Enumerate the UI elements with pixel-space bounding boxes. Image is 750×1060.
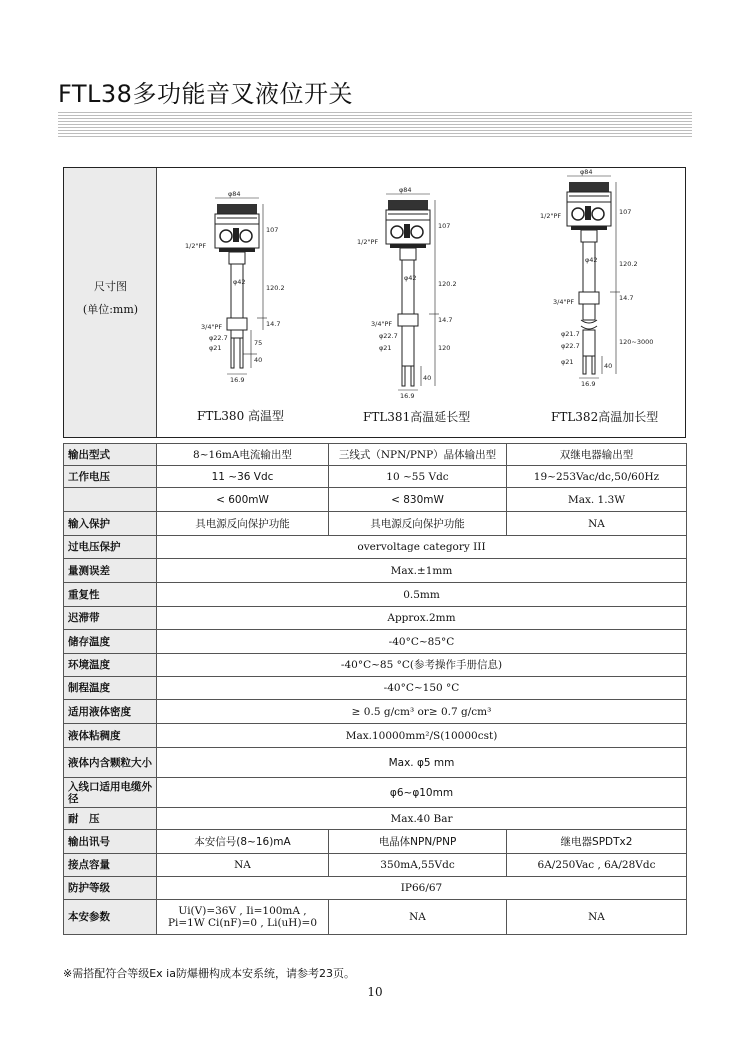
spec-value: Max.40 Bar	[157, 808, 687, 830]
footnote: ※需搭配符合等级Ex ia防爆栅构成本安系统，请参考23页。	[63, 967, 355, 980]
ftl382-caption: FTL382高温加长型	[551, 410, 659, 424]
spec-value: Max.±1mm	[157, 559, 687, 583]
ftl382-drawing	[540, 168, 653, 388]
spec-value: ≥ 0.5 g/cm³ or≥ 0.7 g/cm³	[157, 700, 687, 724]
spec-value: 具电源反向保护功能	[157, 512, 329, 536]
spec-label: 接点容量	[64, 854, 157, 877]
spec-row	[64, 877, 687, 900]
ftl380-dim-label: 16.9	[230, 376, 245, 384]
ftl380-dim-label: 1/2"PF	[185, 242, 207, 250]
ftl380-process-connection	[227, 318, 247, 330]
spec-value: 本安信号(8~16)mA	[157, 830, 329, 854]
ftl382-extension-pipe	[583, 242, 595, 292]
ftl380-dim-label: 3/4"PF	[201, 323, 223, 331]
spec-value: -40°C~150 °C	[157, 677, 687, 700]
spec-value: < 830mW	[329, 488, 507, 512]
spec-label: 输出型式	[64, 444, 157, 466]
ftl380-dim-label: φ42	[233, 278, 246, 286]
ftl380-dim-label: 14.7	[266, 320, 281, 328]
ftl380-dim-label: 120.2	[266, 284, 285, 292]
spec-label: 适用液体密度	[64, 700, 157, 724]
spec-value: NA	[157, 854, 329, 877]
title-stripe-band	[58, 112, 692, 138]
spec-label: 环境温度	[64, 654, 157, 677]
spec-label: 液体粘稠度	[64, 724, 157, 748]
spec-row	[64, 488, 687, 512]
ftl380-dim-label: 75	[254, 339, 263, 347]
spec-row	[64, 778, 687, 808]
spec-value: 双继电器输出型	[507, 444, 687, 466]
page-number: 10	[367, 985, 383, 999]
ftl382-dim-label: 120.2	[619, 260, 638, 268]
spec-value: -40°C~85 °C(参考操作手册信息)	[157, 654, 687, 677]
spec-value: 6A/250Vac , 6A/28Vdc	[507, 854, 687, 877]
spec-value: overvoltage category III	[157, 536, 687, 559]
specification-table-body	[64, 444, 687, 935]
spec-label: 耐 压	[64, 808, 157, 830]
ftl381-caption: FTL381高温延长型	[363, 410, 471, 424]
ftl381-dim-label: 16.9	[400, 392, 415, 400]
spec-row	[64, 677, 687, 700]
spec-value: NA	[507, 900, 687, 935]
ftl381-dim-label: φ42	[404, 274, 417, 282]
ftl381-dim-label: 120	[438, 344, 451, 352]
spec-row	[64, 444, 687, 466]
dimension-drawing-label: 尺寸图	[94, 280, 127, 293]
spec-value: 继电器SPDTx2	[507, 830, 687, 854]
ftl382-dim-label: 40	[604, 362, 613, 370]
ftl380-dim-label: φ21	[209, 344, 222, 352]
ftl380-housing-cap	[217, 204, 257, 214]
spec-value: 具电源反向保护功能	[329, 512, 507, 536]
spec-row	[64, 583, 687, 607]
spec-row	[64, 536, 687, 559]
ftl382-dim-label: φ21	[561, 358, 574, 366]
spec-row	[64, 654, 687, 677]
spec-row	[64, 900, 687, 935]
ftl381-extension-pipe	[402, 260, 414, 314]
ftl380-dim-label: φ22.7	[209, 334, 228, 342]
spec-row	[64, 700, 687, 724]
spec-value: 19~253Vac/dc,50/60Hz	[507, 466, 687, 488]
spec-value: 0.5mm	[157, 583, 687, 607]
ftl381-dim-label: 3/4"PF	[371, 320, 393, 328]
spec-label: 工作电压	[64, 466, 157, 488]
spec-value: Max. φ5 mm	[157, 748, 687, 778]
spec-label: 迟滞带	[64, 607, 157, 630]
spec-value: IP66/67	[157, 877, 687, 900]
spec-value: φ6~φ10mm	[157, 778, 687, 808]
spec-label	[64, 488, 157, 512]
spec-label: 过电压保护	[64, 536, 157, 559]
dimension-drawing-label-cell	[64, 168, 157, 437]
ftl381-dim-label: φ21	[379, 344, 392, 352]
spec-value: < 600mW	[157, 488, 329, 512]
ftl380-dim-label: φ84	[228, 190, 241, 198]
spec-row	[64, 724, 687, 748]
spec-value: 10 ~55 Vdc	[329, 466, 507, 488]
ftl382-dim-label: 16.9	[581, 380, 596, 388]
spec-row	[64, 512, 687, 536]
ftl381-dim-label: 107	[438, 222, 451, 230]
spec-row	[64, 630, 687, 654]
specification-table	[63, 443, 687, 935]
ftl382-dim-label: 1/2"PF	[540, 212, 562, 220]
spec-label: 输出讯号	[64, 830, 157, 854]
ftl381-dim-label: φ84	[399, 186, 412, 194]
page-title: FTL38多功能音叉液位开关	[58, 80, 353, 108]
spec-value: Ui(V)=36V , Ii=100mA , Pi=1W Ci(nF)=0 , Li(uH)=0	[157, 900, 329, 935]
spec-value: Max.10000mm²/S(10000cst)	[157, 724, 687, 748]
spec-row	[64, 830, 687, 854]
dimension-drawing-panel	[63, 167, 686, 438]
spec-label: 入线口适用电缆外径	[64, 778, 157, 808]
ftl380-fork-tine	[240, 338, 243, 368]
spec-label: 输入保护	[64, 512, 157, 536]
spec-label: 防护等级	[64, 877, 157, 900]
spec-value: Max. 1.3W	[507, 488, 687, 512]
spec-row	[64, 466, 687, 488]
ftl381-dim-label: 120.2	[438, 280, 457, 288]
ftl382-dim-label: 107	[619, 208, 632, 216]
ftl382-dim-label: φ84	[580, 168, 593, 176]
spec-row	[64, 854, 687, 877]
dimension-drawings	[157, 168, 685, 437]
ftl380-drawing	[185, 190, 285, 384]
ftl382-dim-label: 120~3000	[619, 338, 654, 346]
spec-value: 350mA,55Vdc	[329, 854, 507, 877]
spec-value: 8~16mA电流输出型	[157, 444, 329, 466]
ftl381-process-connection	[398, 314, 418, 326]
dimension-drawings-svg	[157, 168, 687, 436]
spec-value: 三线式（NPN/PNP）晶体输出型	[329, 444, 507, 466]
spec-value: -40°C~85°C	[157, 630, 687, 654]
spec-label: 储存温度	[64, 630, 157, 654]
spec-label: 量测误差	[64, 559, 157, 583]
ftl380-dim-label: 40	[254, 356, 263, 364]
ftl381-dim-label: φ22.7	[379, 332, 398, 340]
ftl382-dim-label: φ22.7	[561, 342, 580, 350]
ftl382-dim-label: 3/4"PF	[553, 298, 575, 306]
spec-value: 电晶体NPN/PNP	[329, 830, 507, 854]
spec-row	[64, 559, 687, 583]
spec-value: Approx.2mm	[157, 607, 687, 630]
ftl382-dim-label: φ21.7	[561, 330, 580, 338]
ftl380-housing-top	[215, 214, 259, 224]
dimension-unit-label: (单位:mm)	[82, 303, 139, 316]
spec-row	[64, 607, 687, 630]
ftl382-process-connection	[579, 292, 599, 304]
ftl381-drawing	[357, 186, 457, 400]
ftl380-caption: FTL380 高温型	[197, 409, 285, 423]
ftl380-extension-pipe	[231, 264, 243, 318]
spec-label: 重复性	[64, 583, 157, 607]
spec-row	[64, 808, 687, 830]
spec-value: NA	[329, 900, 507, 935]
spec-value: NA	[507, 512, 687, 536]
ftl382-dim-label: φ42	[585, 256, 598, 264]
ftl381-dim-label: 14.7	[438, 316, 453, 324]
spec-label: 制程温度	[64, 677, 157, 700]
ftl380-dim-label: 107	[266, 226, 279, 234]
ftl380-fork-tine	[231, 338, 234, 368]
spec-row	[64, 748, 687, 778]
ftl381-dim-label: 40	[423, 374, 432, 382]
ftl381-dim-label: 1/2"PF	[357, 238, 379, 246]
ftl382-dim-label: 14.7	[619, 294, 634, 302]
spec-label: 本安参数	[64, 900, 157, 935]
spec-label: 液体内含颗粒大小	[64, 748, 157, 778]
spec-value: 11 ~36 Vdc	[157, 466, 329, 488]
